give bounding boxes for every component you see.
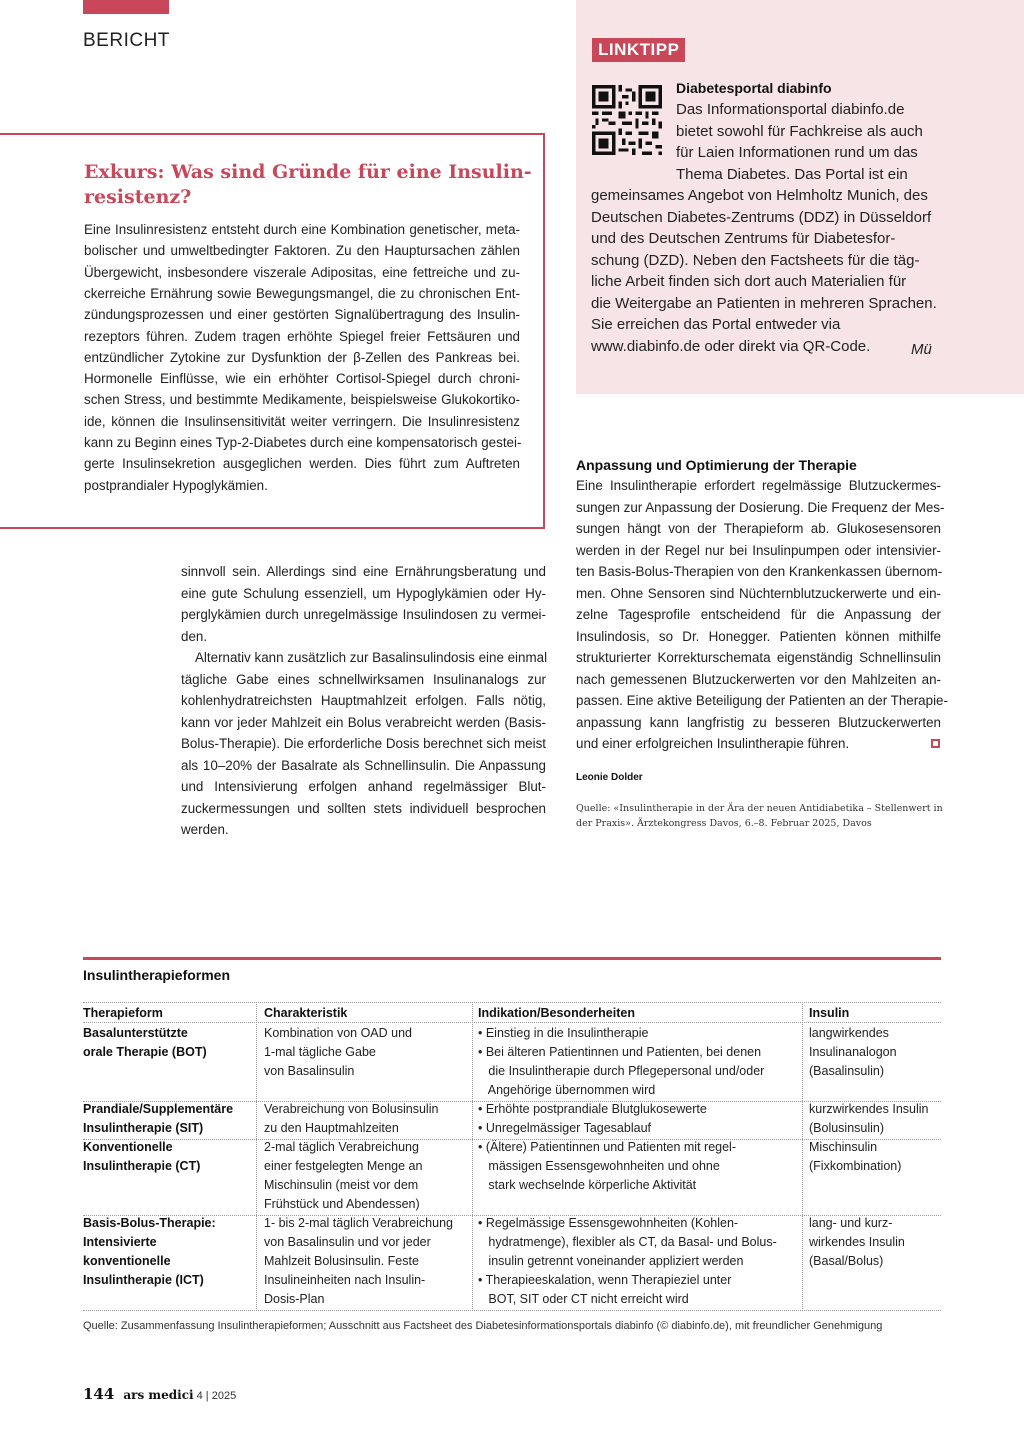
table-cell-line: Insulintherapie (ICT) bbox=[83, 1273, 204, 1287]
table-cell-line: Intensivierte bbox=[83, 1235, 157, 1249]
table-cell-line: • Therapieeskalation, wenn Therapieziel unter bbox=[478, 1273, 732, 1287]
exkurs-line: ckerreiche Ernährung sowie Bewegungsmangel, die zu chronischen Ent- bbox=[84, 285, 520, 301]
qr-code-icon[interactable] bbox=[592, 84, 662, 156]
right-column-line: nach gemessenen Blutzuckerwerten vor den Mahlzeiten an- bbox=[576, 671, 941, 687]
table-cell-line: Dosis-Plan bbox=[264, 1292, 325, 1306]
exkurs-line: entzündlicher Zytokine zur Dysfunktion der β-Zellen des Pankreas bei. bbox=[84, 349, 520, 365]
table-cell-line: • Regelmässige Essensgewohnheiten (Kohlen- bbox=[478, 1216, 739, 1230]
table-cell-line: Insulintherapie (CT) bbox=[83, 1159, 201, 1173]
table-cell-line: 2-mal täglich Verabreichung bbox=[264, 1140, 419, 1154]
left-column-line: zuckermessungen und sollten stets individuell besprochen bbox=[181, 800, 546, 816]
table-cell-line: • Erhöhte postprandiale Blutglukosewerte bbox=[478, 1102, 707, 1116]
right-column-line: strukturierter Korrekturschemata eigenständig Schnellinsulin bbox=[576, 650, 941, 665]
exkurs-line: gerte Insulinsekretion ausgeglichen werden. Dies führt zum Auftreten bbox=[84, 456, 520, 472]
right-column-line: zelne Tagesprofile entscheidend für die Anpassung der bbox=[576, 607, 941, 622]
table-cell-line: Kombination von OAD und bbox=[264, 1026, 413, 1040]
top-accent-bar bbox=[83, 0, 169, 14]
exkurs-line: Übergewicht, insbesondere viszerale Adipositas, eine fettreiche und zu- bbox=[84, 264, 520, 280]
table-title: Insulintherapieformen bbox=[83, 967, 231, 983]
right-column-line: ten Basis-Bolus-Therapien von den Krankenkassen übernom- bbox=[576, 564, 943, 579]
table-cell-line: Insulineinheiten nach Insulin- bbox=[264, 1273, 426, 1287]
right-column-line: Eine Insulintherapie erfordert regelmässige Blutzuckermes- bbox=[576, 478, 941, 493]
table-cell-line: insulin getrennt voneinander appliziert werden bbox=[478, 1254, 744, 1268]
left-column-line: perglykämien durch unregelmässige Insulindosen zu vermei- bbox=[181, 607, 546, 622]
linktipp-line: und des Deutschen Zentrums für Diabetesfor- bbox=[591, 230, 896, 247]
author-name: Leonie Dolder bbox=[576, 772, 643, 783]
linktipp-line: die Weitergabe an Patienten in mehreren Sprachen. bbox=[591, 295, 937, 312]
exkurs-title bbox=[84, 160, 532, 210]
page-number: 144 bbox=[83, 1385, 115, 1403]
left-column-line: und Intensivierung erfolgen anhand regelmässiger Blut- bbox=[181, 779, 546, 794]
right-column-line: Insulindosis, so Dr. Honegger. Patienten können mithilfe bbox=[576, 628, 941, 644]
left-column-line: sinnvoll sein. Allerdings sind eine Ernährungsberatung und bbox=[181, 564, 546, 579]
table-header-cell: Insulin bbox=[809, 1006, 850, 1020]
exkurs-line: zündungsprozessen und einer gestörten Signalübertragung des Insulin- bbox=[84, 307, 520, 323]
table-cell-line: 1-mal tägliche Gabe bbox=[264, 1045, 376, 1059]
table-column-divider bbox=[802, 1004, 803, 1311]
table-cell-line: lang- und kurz- bbox=[809, 1216, 893, 1230]
table-cell-line: langwirkendes bbox=[809, 1026, 889, 1040]
left-column-line: kann vor jeder Mahlzeit ein Bolus verabreicht werden (Basis- bbox=[181, 714, 546, 730]
table-cell-line: von Basalinsulin bbox=[264, 1064, 355, 1078]
exkurs-line: postprandialer Hypoglykämien. bbox=[84, 477, 268, 493]
left-column-line: eine gute Schulung essenziell, um Hypoglykämien oder Hy- bbox=[181, 585, 546, 601]
left-column-line: werden. bbox=[181, 822, 229, 837]
issue-info: 4 | 2025 bbox=[196, 1390, 237, 1402]
exkurs-line: kann zu Beginn eines Typ-2-Diabetes durch eine kompensatorisch gestei- bbox=[84, 435, 522, 450]
linktipp-badge: LINKTIPP bbox=[592, 38, 685, 62]
table-header-cell: Indikation/Besonderheiten bbox=[478, 1006, 635, 1020]
table-cell-line: die Insulintherapie durch Pflegepersonal und/oder bbox=[478, 1064, 765, 1078]
linktipp-signature: Mü bbox=[911, 341, 932, 358]
source-line: Quelle: «Insulintherapie in der Ära der neuen Antidiabetika – Stellenwert in bbox=[576, 803, 943, 814]
right-column-line: passen. Eine aktive Beteiligung der Patienten an der Therapie- bbox=[576, 693, 948, 708]
table-cell-line: Mischinsulin (meist vor dem bbox=[264, 1178, 419, 1192]
linktipp-line: Thema Diabetes. Das Portal ist ein bbox=[676, 166, 908, 183]
table-cell-line: orale Therapie (BOT) bbox=[83, 1045, 207, 1059]
table-top-rule bbox=[83, 957, 941, 960]
table-column-divider bbox=[472, 1004, 473, 1311]
table-header-cell: Therapieform bbox=[83, 1006, 163, 1020]
source-line: der Praxis». Ärztekongress Davos, 6.–8. Februar 2025, Davos bbox=[576, 818, 872, 829]
table-cell-line: Insulintherapie (SIT) bbox=[83, 1121, 204, 1135]
right-column-line: werden in der Regel nur bei Insulinpumpen oder intensivier- bbox=[576, 542, 941, 558]
table-cell-line: Basis-Bolus-Therapie: bbox=[83, 1216, 216, 1230]
right-column-line: und einer erfolgreichen Insulintherapie führen. bbox=[576, 736, 850, 751]
linktipp-line: www.diabinfo.de oder direkt via QR-Code. bbox=[591, 338, 871, 355]
table-cell-line: Frühstück und Abendessen) bbox=[264, 1197, 420, 1211]
table-cell-line: kurzwirkendes Insulin bbox=[809, 1102, 929, 1116]
linktipp-line: Sie erreichen das Portal entweder via bbox=[591, 316, 841, 333]
article-end-square-icon bbox=[931, 739, 940, 748]
right-column-line: sungen zur Anpassung der Dosierung. Die Frequenz der Mes- bbox=[576, 499, 945, 515]
exkurs-title-line: Exkurs: Was sind Gründe für eine Insulin- bbox=[84, 161, 532, 183]
left-column-line: Alternativ kann zusätzlich zur Basalinsulindosis eine einmal bbox=[195, 650, 548, 665]
table-cell-line: • Einstieg in die Insulintherapie bbox=[478, 1026, 649, 1040]
right-column-line: men. Ohne Sensoren sind Nüchternblutzuckerwerte und ein- bbox=[576, 585, 941, 601]
table-cell-line: Insulinanalogon bbox=[809, 1045, 897, 1059]
exkurs-line: Eine Insulinresistenz entsteht durch eine Kombination genetischer, meta- bbox=[84, 222, 520, 237]
linktipp-line: gemeinsames Angebot von Helmholtz Munich, des bbox=[591, 187, 928, 204]
exkurs-title-line: resistenz? bbox=[84, 186, 192, 208]
table-header-cell: Charakteristik bbox=[264, 1006, 348, 1020]
table-cell-line: • (Ältere) Patientinnen und Patienten mit regel- bbox=[478, 1140, 736, 1154]
table-cell-line: Basalunterstützte bbox=[83, 1026, 188, 1040]
exkurs-line: Hormonelle Einflüsse, wie ein erhöhter Cortisol-Spiegel durch chroni- bbox=[84, 371, 520, 387]
table-cell-line: Mischinsulin bbox=[809, 1140, 878, 1154]
exkurs-line: bolischer und umweltbedingter Faktoren. Zu den Hauptursachen zählen bbox=[84, 243, 520, 259]
linktipp-line: Deutschen Diabetes-Zentrums (DDZ) in Düsseldorf bbox=[591, 209, 932, 226]
linktipp-line: liche Arbeit finden sich dort auch Materialien für bbox=[591, 273, 907, 290]
table-cell-line: (Bolusinsulin) bbox=[809, 1121, 885, 1135]
table-cell-line: konventionelle bbox=[83, 1254, 171, 1268]
page-footer bbox=[83, 1385, 236, 1403]
exkurs-line: ide, können die Insulinsensitivität weiter verringern. Die Insulinresistenz bbox=[84, 413, 520, 429]
linktipp-line: Das Informationsportal diabinfo.de bbox=[676, 101, 905, 118]
table-cell-line: (Basal/Bolus) bbox=[809, 1254, 884, 1268]
table-cell-line: von Basalinsulin und vor jeder bbox=[264, 1235, 431, 1249]
table-column-divider bbox=[256, 1004, 257, 1311]
left-column-line: als 10–20% der Basalrate als Schnellinsulin. Die Anpassung bbox=[181, 757, 546, 773]
table-cell-line: einer festgelegten Menge an bbox=[264, 1159, 423, 1173]
table-cell-line: Konventionelle bbox=[83, 1140, 173, 1154]
table-cell-line: zu den Hauptmahlzeiten bbox=[264, 1121, 399, 1135]
article-source bbox=[576, 801, 943, 831]
table-cell-line: (Basalinsulin) bbox=[809, 1064, 885, 1078]
table-row-divider bbox=[83, 1310, 941, 1311]
table-cell-line: hydratmenge), flexibler als CT, da Basal- und Bolus- bbox=[478, 1235, 777, 1249]
table-cell-line: • Bei älteren Patientinnen und Patienten, bei denen bbox=[478, 1045, 762, 1059]
table-cell-line: Verabreichung von Bolusinsulin bbox=[264, 1102, 439, 1116]
linktipp-line: schung (DZD). Neben den Factsheets für die täg- bbox=[591, 252, 920, 269]
linktipp-line: für Laien Informationen rund um das bbox=[676, 144, 918, 161]
right-column-line: sungen hängt von der Therapieform ab. Glukosesensoren bbox=[576, 521, 941, 536]
section-label: BERICHT bbox=[83, 30, 170, 51]
linktipp-title: Diabetesportal diabinfo bbox=[676, 80, 832, 96]
exkurs-line: rezeptors führen. Zudem tragen erhöhte Spiegel freier Fettsäuren und bbox=[84, 328, 520, 344]
left-column-line: Bolus-Therapie). Die erforderliche Dosis berechnet sich meist bbox=[181, 736, 546, 751]
table-cell-line: BOT, SIT oder CT nicht erreicht wird bbox=[478, 1292, 689, 1306]
table-rule bbox=[83, 1002, 941, 1003]
table-cell-line: mässigen Essensgewohnheiten und ohne bbox=[478, 1159, 720, 1173]
journal-name: ars medici bbox=[123, 1388, 194, 1402]
right-column-line: anpassung kann langfristig zu besseren Blutzuckerwerten bbox=[576, 714, 941, 730]
table-cell-line: Prandiale/Supplementäre bbox=[83, 1102, 234, 1116]
left-column-line: tägliche Gabe eines schnellwirksamen Insulinanalogs zur bbox=[181, 671, 546, 687]
left-column-line: den. bbox=[181, 628, 208, 644]
linktipp-line: bietet sowohl für Fachkreise als auch bbox=[676, 123, 923, 140]
table-cell-line: 1- bis 2-mal täglich Verabreichung bbox=[264, 1216, 453, 1230]
table-cell-line: (Fixkombination) bbox=[809, 1159, 902, 1173]
table-cell-line: Angehörige übernommen wird bbox=[478, 1083, 656, 1097]
table-source: Quelle: Zusammenfassung Insulintherapieformen; Ausschnitt aus Factsheet des Diabetesinformationsportals diabinfo (© diabinfo.de), mit freundlicher Genehmigung bbox=[83, 1320, 883, 1332]
table-cell-line: • Unregelmässiger Tagesablauf bbox=[478, 1121, 651, 1135]
table-cell-line: Mahlzeit Bolusinsulin. Feste bbox=[264, 1254, 419, 1268]
exkurs-line: schen Stress, und bestimmte Medikamente, beispielsweise Glukokortiko- bbox=[84, 392, 520, 408]
left-column-line: kohlenhydratreichsten Hauptmahlzeit erfolgen. Falls nötig, bbox=[181, 693, 546, 708]
table-cell-line: stark wechselnde körperliche Aktivität bbox=[478, 1178, 697, 1192]
table-rule bbox=[83, 1022, 941, 1023]
right-column-heading: Anpassung und Optimierung der Therapie bbox=[576, 457, 857, 473]
table-cell-line: wirkendes Insulin bbox=[809, 1235, 905, 1249]
